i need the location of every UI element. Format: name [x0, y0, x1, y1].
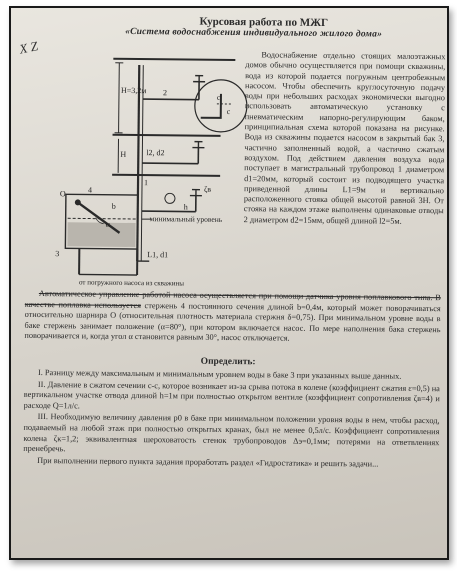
label-branch-2: 2: [162, 88, 168, 98]
label-section-c2: с: [226, 106, 231, 117]
label-rod-4: 4: [87, 185, 93, 195]
floor-slab-lower: [112, 175, 220, 176]
label-height: Н=3,2м: [120, 85, 147, 96]
float-switch-icon: [165, 193, 175, 203]
label-H: Н: [120, 149, 127, 159]
document-title: Курсовая работа по МЖГ: [199, 15, 329, 30]
margin-handwritten-mark: Х Z: [18, 38, 40, 57]
intro-text: Водоснабжение отдельно стоящих малоэтажных домов обычно осуществляется при помощи скважины, вода из которой подается погружным центробежным насосом. Чтобы обеспечить круглосуточную подачу воды при небольших расходах экономически выгодно использовать автоматическую установку с пневматическим напорно-регулирующим баком, принципиальная схема которой показана на рисунке. Вода из скважины подается насосом в закрытый бак 3, частично заполненный водой, а частично сжатым воздухом. Под действием давления воздуха вода поступает в магистральный трубопровод 1 диаметром d1=20мм, который состоит из подводящего участка приведенной длины L1=9м и вертикально расположенного стояка общей высотой равной 3Н. От стояка на каждом этаже выполнены одинаковые отводы 2 диаметром d2=15мм, общей длиной l2=5м.: [243, 50, 446, 226]
task-item: III. Необходимую величину давления р0 в баке при минимальном положении уровня воды в нем, чтобы расход, подаваемый на любой этаж при полностью открытых кранах, был не менее 0,5л/с. Коэффициент сопротивления колена ζк=1,2; эквивалентная шероховатость стенок трубопроводов Δэ=0,1мм; потерями на ответвлениях пренебречь.: [23, 412, 440, 454]
control-paragraph: [24, 289, 441, 346]
label-l2-d2: l2, d2: [146, 148, 165, 158]
label-L1-d1: L1, d1: [147, 250, 169, 260]
valve-icon: [190, 190, 202, 196]
branch-pipe-middle: [142, 163, 198, 164]
struck-text: Автоматическое управление работой насоса осуществляется при помощи датчика уровня поплавкового типа. В качестве поплавка используется: [24, 289, 441, 310]
label-tank-3: 3: [55, 249, 60, 259]
label-h: h: [183, 202, 188, 212]
label-section-c: с: [216, 92, 221, 102]
document-subtitle: «Система водоснабжения индивидуального жилого дома»: [125, 26, 383, 40]
label-zeta-valve: ζв: [203, 184, 212, 194]
label-alpha: α: [105, 219, 110, 229]
hinge-point: [75, 200, 80, 205]
document-sheet: [9, 6, 449, 560]
branch-pipe-upper: [143, 99, 199, 100]
label-pump-source: от погружного насоса из скважины: [78, 278, 185, 288]
task-item: II. Давление в сжатом сечении с-с, которое возникает из-за срыва потока в колене (коэффициент сжатия ε=0,5) на вертикальном участке отвода длиной h=1м при полностью открытом вентиле (коэффициент сопротивления ζв=4) и расходе Q=1л/с.: [23, 379, 440, 411]
tap-icon: [193, 76, 205, 82]
floor-slab-middle: [113, 135, 221, 136]
label-hinge-O: О: [59, 189, 66, 199]
determine-header: Определить:: [200, 356, 256, 368]
intro-paragraph: [244, 50, 446, 227]
document-photo: [9, 6, 449, 560]
floor-slab-top: [113, 59, 235, 60]
label-min-level: минимальный уровень: [149, 214, 223, 224]
label-b: b: [111, 201, 116, 211]
task-item: I. Разницу между максимальным и минимальным уровнем воды в баке 3 при указанных выше данных.: [38, 368, 402, 381]
tap-icon: [192, 142, 204, 148]
water-supply-diagram: [19, 42, 250, 288]
task-item: При выполнении первого пункта задания проработать раздел «Гидростатика» и решить задачи...: [37, 455, 379, 469]
control-text: стержень 4 постоянного сечения длиной b=0,4м, который может поворачиваться относительно шарнира О (относительная плотность материала стержня δ=0,75). При минимальном уровне воды в баке стержень занимает положение (α=80°), при котором включается насос. По мере наполнения бака стержень поворачивается и, когда угол α становится равным 30°, насос отключается.: [24, 300, 441, 344]
height-dimension-line: [119, 63, 120, 133]
label-pipe-1: 1: [143, 178, 149, 188]
task-list: [23, 368, 440, 472]
